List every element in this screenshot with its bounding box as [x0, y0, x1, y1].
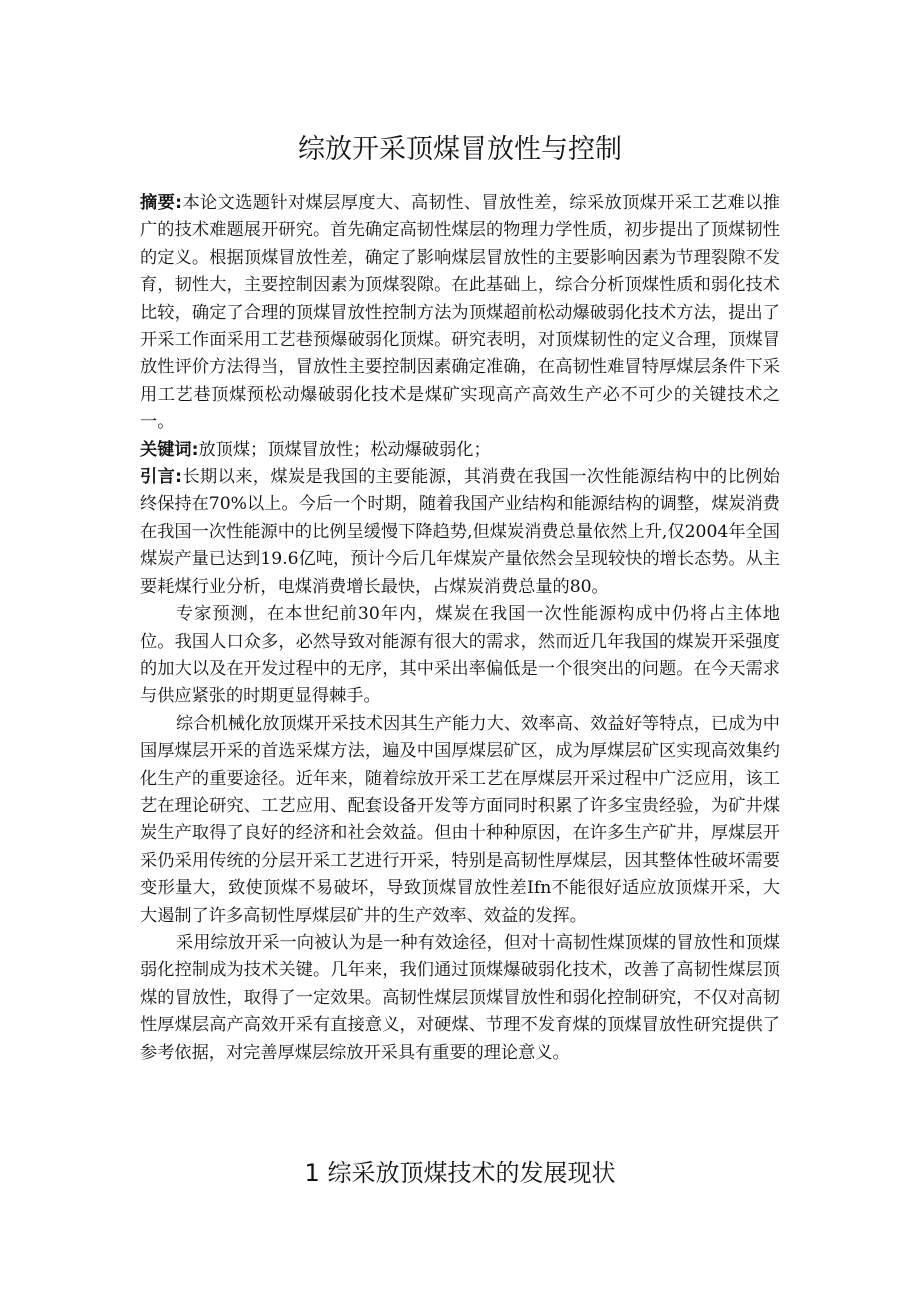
introduction-text: 长期以来，煤炭是我国的主要能源，其消费在我国一次性能源结构中的比例始终保持在70%以上。今后一个时期，随着我国产业结构和能源结构的调整，煤炭消费在我国一次性能源中的比例呈缓慢下降趋势,但煤炭消费总量依然上升,仅2004年全国煤炭产量已达到19.6亿吨，预计今后几年煤炭产量依然会呈现较快的增长态势。从主要耗煤行业分析，电煤消费增长最快，占煤炭消费总量的80。	[140, 467, 780, 597]
abstract-text: 本论文选题针对煤层厚度大、高韧性、冒放性差，综采放顶煤开采工艺难以推广的技术难题展开研究。首先确定高韧性煤层的物理力学性质，初步提出了顶煤韧性的定义。根据顶煤冒放性差，确定了影响煤层冒放性的主要影响因素为节理裂隙不发育，韧性大，主要控制因素为顶煤裂隙。在此基础上，综合分析顶煤性质和弱化技术比较，确定了合理的顶煤冒放性控制方法为顶煤超前松动爆破弱化技术方法，提出了开采工作面采用工艺巷预爆破弱化顶煤。研究表明，对顶煤韧性的定义合理，顶煤冒放性评价方法得当，冒放性主要控制因素确定准确，在高韧性难冒特厚煤层条件下采用工艺巷顶煤预松动爆破弱化技术是煤矿实现高产高效生产必不可少的关键技术之一。	[140, 193, 780, 433]
keywords-text: 放顶煤；顶煤冒放性；松动爆破弱化；	[198, 439, 491, 460]
section-heading: 1 综采放顶煤技术的发展现状	[304, 1159, 616, 1187]
abstract-label: 摘要:	[140, 193, 183, 213]
introduction-paragraph	[140, 464, 780, 601]
keywords-label: 关键词:	[140, 439, 199, 460]
document-body	[140, 190, 780, 1067]
abstract-paragraph	[140, 190, 780, 437]
body-paragraph: 采用综放开采一向被认为是一种有效途径，但对十高韧性煤顶煤的冒放性和顶煤弱化控制成为技术关键。几年来，我们通过顶煤爆破弱化技术，改善了高韧性煤层顶煤的冒放性，取得了一定效果。高韧性煤层顶煤冒放性和弱化控制研究，不仅对高韧性厚煤层高产高效开采有直接意义，对硬煤、节理不发育煤的顶煤冒放性研究提供了参考依据，对完善厚煤层综放开采具有重要的理论意义。	[140, 932, 780, 1063]
introduction-label: 引言:	[140, 467, 183, 488]
body-paragraph: 专家预测，在本世纪前30年内，煤炭在我国一次性能源构成中仍将占主体地位。我国人口众多，必然导致对能源有很大的需求，然而近几年我国的煤炭开采强度的加大以及在开发过程中的无序，其中采出率偏低是一个很突出的问题。在今天需求与供应紧张的时期更显得棘手。	[140, 604, 780, 707]
body-paragraph: 综合机械化放顶煤开采技术因其生产能力大、效率高、效益好等特点，已成为中国厚煤层开采的首选采煤方法，遍及中国厚煤层矿区，成为厚煤层矿区实现高效集约化生产的重要途径。近年来，随着综放开采工艺在厚煤层开采过程中广泛应用，该工艺在理论研究、工艺应用、配套设备开发等方面同时积累了许多宝贵经验，为矿井煤炭生产取得了良好的经济和社会效益。但由十种种原因，在许多生产矿井，厚煤层开采仍采用传统的分层开采工艺进行开采，特别是高韧性厚煤层，因其整体性破坏需要变形量大，致使顶煤不易破坏，导致顶煤冒放性差Ifn不能很好适应放顶煤开采，大大遏制了许多高韧性厚煤层矿井的生产效率、效益的发挥。	[140, 713, 780, 926]
document-title: 综放开采顶煤冒放性与控制	[298, 134, 622, 165]
keywords-paragraph	[140, 437, 780, 464]
